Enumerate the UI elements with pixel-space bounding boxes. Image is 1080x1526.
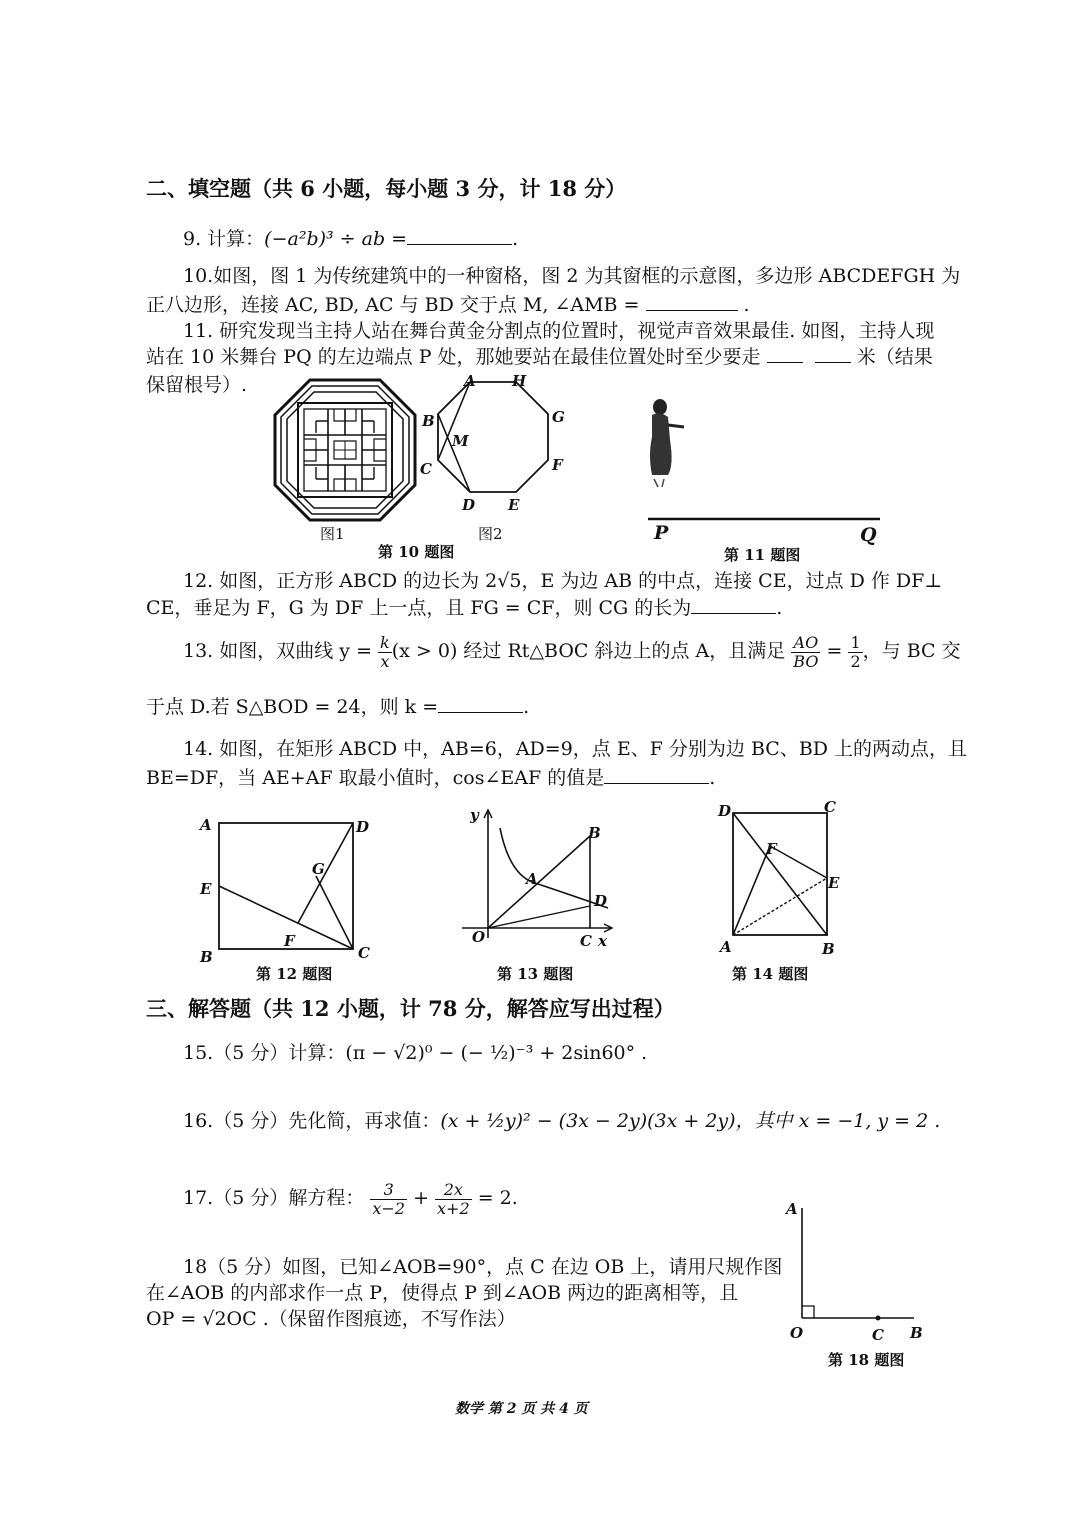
q9-answer-blank[interactable]	[407, 226, 512, 245]
fig10-label-H: H	[512, 372, 527, 390]
q13-bo: BO	[793, 651, 819, 671]
fig12-label-B: B	[200, 948, 213, 966]
q13-k: k	[380, 632, 390, 652]
q13-two: 2	[850, 651, 861, 671]
figure-10-octagon	[418, 370, 578, 520]
q17-fraction-2	[435, 1181, 472, 1218]
q13-answer-blank[interactable]	[438, 694, 523, 713]
q11-answer-blank-2[interactable]	[815, 344, 851, 363]
fig18-label-B: B	[910, 1324, 923, 1342]
fig13-label-y: y	[470, 806, 479, 824]
q10-line-2: 正八边形，连接 AC, BD, AC 与 BD 交于点 M, ∠AMB = .	[146, 294, 750, 316]
fig12-label-D: D	[356, 818, 370, 836]
question-17	[183, 1174, 518, 1222]
q12-line-2-text: CE，垂足为 F，G 为 DF 上一点，且 FG = CF，则 CG 的长为	[146, 597, 692, 619]
q13-fraction-ao-bo	[791, 634, 820, 671]
fig11-caption: 第 11 题图	[724, 546, 801, 564]
q10-answer-blank[interactable]	[646, 292, 738, 311]
fig13-label-C: C	[580, 932, 592, 950]
q17-d2: x+2	[437, 1198, 470, 1218]
fig12-label-E: E	[200, 880, 212, 898]
fig12-label-F: F	[284, 932, 295, 950]
fig13-label-D: D	[594, 892, 608, 910]
fig11-label-P: P	[654, 522, 669, 544]
q13-part-1: 13. 如图，双曲线 y =	[183, 640, 372, 662]
q13-ao: AO	[791, 634, 820, 653]
q11-line-2a: 站在 10 米舞台 PQ 的左边端点 P 处，那她要站在最佳位置处时至少要走	[146, 346, 761, 368]
q14-line-2: BE=DF，当 AE+AF 取最小值时，cos∠EAF 的值是 .	[146, 767, 716, 789]
q16-prefix: 16.（5 分）先化简，再求值：	[183, 1110, 441, 1132]
q11-line-2	[146, 344, 933, 370]
fig11-label-Q: Q	[860, 524, 877, 546]
figure-14-rectangle	[732, 812, 832, 938]
figure-11-stage	[640, 395, 890, 525]
fig10-label-M: M	[452, 432, 469, 450]
fig12-label-G: G	[312, 860, 325, 878]
q10-line-2-text: 正八边形，连接 AC, BD, AC 与 BD 交于点 M, ∠AMB =	[146, 294, 640, 316]
q13-line-1: 13. 如图，双曲线 y = $\frac{k}{x}$ (x > 0) 经过 Rt△BOC 斜边上的点 A，且满足 $\frac{AO}{BO}$ = $\frac{1}{2}$ ，与 BC 交	[183, 632, 961, 671]
q18-line-2: 在∠AOB 的内部求作一点 P，使得点 P 到∠AOB 两边的距离相等，且	[146, 1282, 739, 1304]
fig14-label-E: E	[828, 874, 840, 892]
q14-line-1: 14. 如图，在矩形 ABCD 中，AB=6，AD=9，点 E、F 分别为边 BC、BD 上的两动点，且	[183, 738, 968, 760]
q13-fraction-one-half	[848, 634, 862, 671]
fig10-label-G: G	[552, 408, 565, 426]
fig10-caption: 第 10 题图	[378, 543, 455, 561]
q17-fraction-1	[370, 1181, 407, 1218]
fig10-caption-2: 图2	[478, 525, 503, 543]
q13-part-2: (x > 0) 经过 Rt△BOC 斜边上的点 A，且满足	[391, 640, 786, 662]
fig10-label-E: E	[508, 496, 520, 514]
fig18-label-C: C	[872, 1326, 884, 1344]
fig14-label-D: D	[718, 802, 732, 820]
fig18-caption: 第 18 题图	[828, 1351, 905, 1369]
fig14-caption: 第 14 题图	[732, 965, 809, 983]
q12-line-1: 12. 如图，正方形 ABCD 的边长为 2√5，E 为边 AB 的中点，连接 CE，过点 D 作 DF⊥	[183, 570, 943, 592]
fig14-label-A: A	[720, 938, 732, 956]
q17-plus: +	[413, 1187, 429, 1209]
figure-18-right-angle	[796, 1206, 920, 1324]
fig10-label-D: D	[462, 496, 476, 514]
fig10-label-C: C	[420, 460, 432, 478]
q13-line-2: 于点 D.若 S△BOD = 24，则 k = .	[146, 696, 530, 718]
q16-expr: (x + ½y)² − (3x − 2y)(3x + 2y)，其中 x = −1, y = 2 .	[440, 1110, 941, 1132]
q14-line-2-text: BE=DF，当 AE+AF 取最小值时，cos∠EAF 的值是	[146, 767, 605, 789]
fig13-label-O: O	[472, 928, 486, 946]
q13-fraction-k-over-x	[378, 634, 392, 671]
q14-answer-blank[interactable]	[604, 765, 709, 784]
q11-line-1: 11. 研究发现当主持人站在舞台黄金分割点的位置时，视觉声音效果最佳. 如图，主持人现	[183, 320, 935, 342]
fig13-label-A: A	[526, 870, 538, 888]
q18-line-1: 18（5 分）如图，已知∠AOB=90°，点 C 在边 OB 上，请用尺规作图	[183, 1256, 783, 1278]
host-figure-icon	[650, 399, 684, 487]
q13-line-2-text: 于点 D.若 S△BOD = 24，则 k =	[146, 696, 439, 718]
fig14-label-B: B	[822, 940, 835, 958]
q17-prefix: 17.（5 分）解方程：	[183, 1187, 365, 1209]
section-2-title: 二、填空题（共 6 小题，每小题 3 分，计 18 分）	[146, 176, 627, 201]
fig12-caption: 第 12 题图	[256, 965, 333, 983]
question-9: 9. 计算：(−a²b)³ ÷ ab = .	[183, 228, 519, 250]
q17-n1: 3	[370, 1181, 407, 1200]
fig10-label-A: A	[464, 372, 476, 390]
fig12-label-A: A	[200, 816, 212, 834]
figure-10-window-lattice	[270, 375, 420, 525]
question-16	[183, 1108, 940, 1134]
fig14-label-F: F	[766, 840, 777, 858]
q10-line-1: 10.如图，图 1 为传统建筑中的一种窗格，图 2 为其窗框的示意图，多边形 ABCDEFGH 为	[183, 265, 961, 287]
fig13-label-B: B	[588, 824, 601, 842]
q17-n2: 2x	[435, 1181, 472, 1200]
fig18-label-A: A	[786, 1200, 798, 1218]
fig13-caption: 第 13 题图	[497, 965, 574, 983]
q9-expr: (−a²b)³ ÷ ab =	[264, 228, 408, 250]
fig10-label-F: F	[552, 456, 563, 474]
fig10-caption-1: 图1	[320, 525, 345, 543]
page-footer: 数学 第 2 页 共 4 页	[455, 1401, 588, 1417]
q17-d1: x−2	[372, 1198, 406, 1218]
fig18-label-O: O	[790, 1324, 804, 1342]
q11-answer-blank-1[interactable]	[767, 344, 803, 363]
q11-line-3: 保留根号）.	[146, 374, 248, 396]
fig13-label-x: x	[598, 932, 607, 950]
q13-x: x	[380, 651, 390, 671]
fig14-label-C: C	[824, 798, 836, 816]
fig10-label-B: B	[422, 412, 435, 430]
q9-prefix: 9. 计算：	[183, 228, 265, 250]
q13-part-3: ，与 BC 交	[862, 640, 961, 662]
q17-suffix: = 2.	[477, 1187, 518, 1209]
question-15: 15.（5 分）计算：(π − √2)⁰ − (− ½)⁻³ + 2sin60° .	[183, 1042, 648, 1064]
fig12-label-C: C	[358, 944, 370, 962]
q18-line-3: OP = √2OC .（保留作图痕迹，不写作法）	[146, 1308, 516, 1330]
q12-line-2: CE，垂足为 F，G 为 DF 上一点，且 FG = CF，则 CG 的长为 .	[146, 597, 783, 619]
q13-one: 1	[850, 632, 861, 652]
q12-answer-blank[interactable]	[691, 595, 776, 614]
q11-line-2b: 米（结果	[856, 346, 933, 368]
section-3-title: 三、解答题（共 12 小题，计 78 分，解答应写出过程）	[146, 996, 675, 1021]
